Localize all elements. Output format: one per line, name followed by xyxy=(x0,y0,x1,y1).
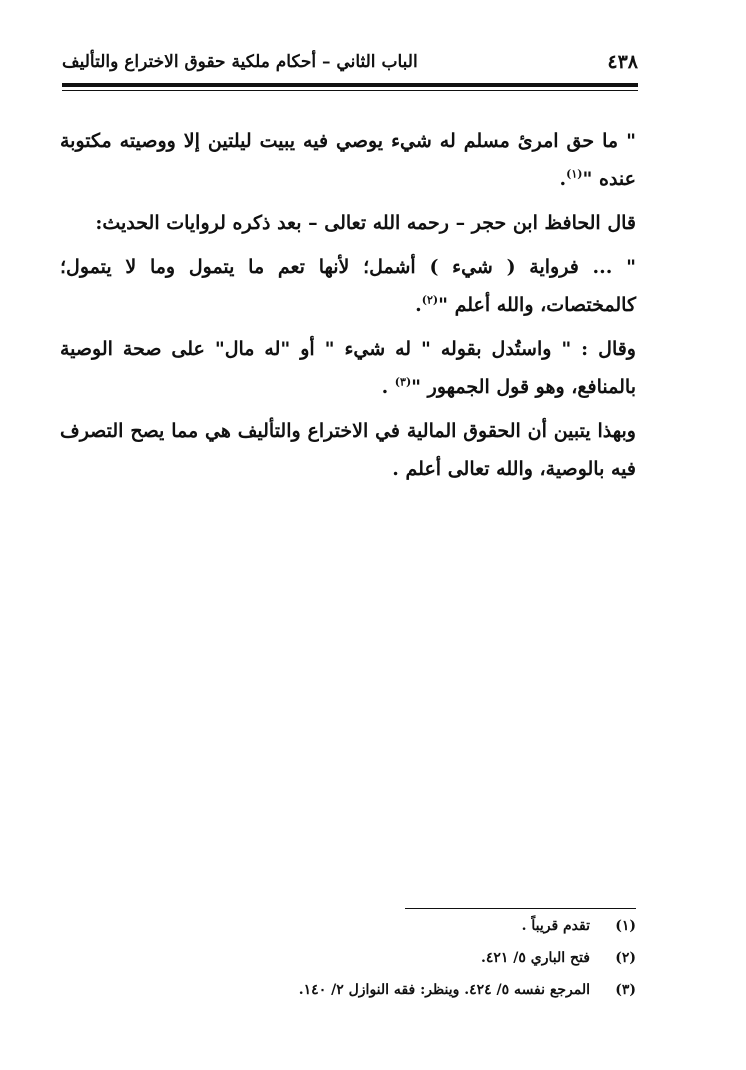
paragraph-ibn-hajar xyxy=(60,204,636,242)
footnote-item xyxy=(60,982,636,1014)
footnote-ref[interactable]: (٣) xyxy=(394,375,412,389)
footnote-ref[interactable]: (١) xyxy=(566,167,583,181)
paragraph-tail: . xyxy=(415,294,422,316)
header-rule-thick xyxy=(62,83,638,87)
footnote-number: (٣) xyxy=(615,982,636,998)
running-title: الباب الثاني – أحكام ملكية حقوق الاختراع والتأليف xyxy=(62,52,418,72)
paragraph-text: وبهذا يتبين أن الحقوق المالية في الاختراع والتأليف هي مما يصح التصرف فيه بالوصية، والله تعالى أعلم . xyxy=(60,420,636,480)
footnote-item xyxy=(60,950,636,982)
paragraph-hadith xyxy=(60,122,636,198)
paragraph-quote-2 xyxy=(60,330,636,406)
paragraph-tail: . xyxy=(381,376,395,398)
paragraph-conclusion xyxy=(60,412,636,488)
running-header xyxy=(62,44,638,80)
footnote-text: المرجع نفسه ٥/ ٤٢٤. وينظر: فقه النوازل ٢/ ١٤٠. xyxy=(298,982,590,998)
footnote-ref[interactable]: (٢) xyxy=(421,293,439,307)
footnotes xyxy=(60,918,636,1014)
footnote-text: تقدم قريباً . xyxy=(521,918,590,934)
paragraph-text: وقال : " واستُدل بقوله " له شيء " أو "له مال" على صحة الوصية بالمنافع، وهو قول الجمهور " xyxy=(60,338,636,398)
footnote-number: (١) xyxy=(615,918,636,934)
footnote-text: فتح الباري ٥/ ٤٢١. xyxy=(480,950,590,966)
paragraph-tail: . xyxy=(559,168,567,190)
paragraph-text: قال الحافظ ابن حجر – رحمه الله تعالى – بعد ذكره لروايات الحديث: xyxy=(95,212,636,234)
paragraph-text: " ما حق امرئ مسلم له شيء يوصي فيه يبيت ليلتين إلا ووصيته مكتوبة عنده " xyxy=(60,130,636,190)
page-number: ٤٣٨ xyxy=(607,51,638,73)
paragraph-quote-1 xyxy=(60,248,636,324)
footnote-item xyxy=(60,918,636,950)
body-text xyxy=(60,122,636,494)
paragraph-text: " ... فرواية ( شيء ) أشمل؛ لأنها تعم ما يتمول وما لا يتمول؛ كالمختصات، والله أعلم " xyxy=(60,256,636,316)
header-rule-thin xyxy=(62,90,638,91)
footnote-number: (٢) xyxy=(615,950,636,966)
footnote-separator xyxy=(405,908,636,909)
